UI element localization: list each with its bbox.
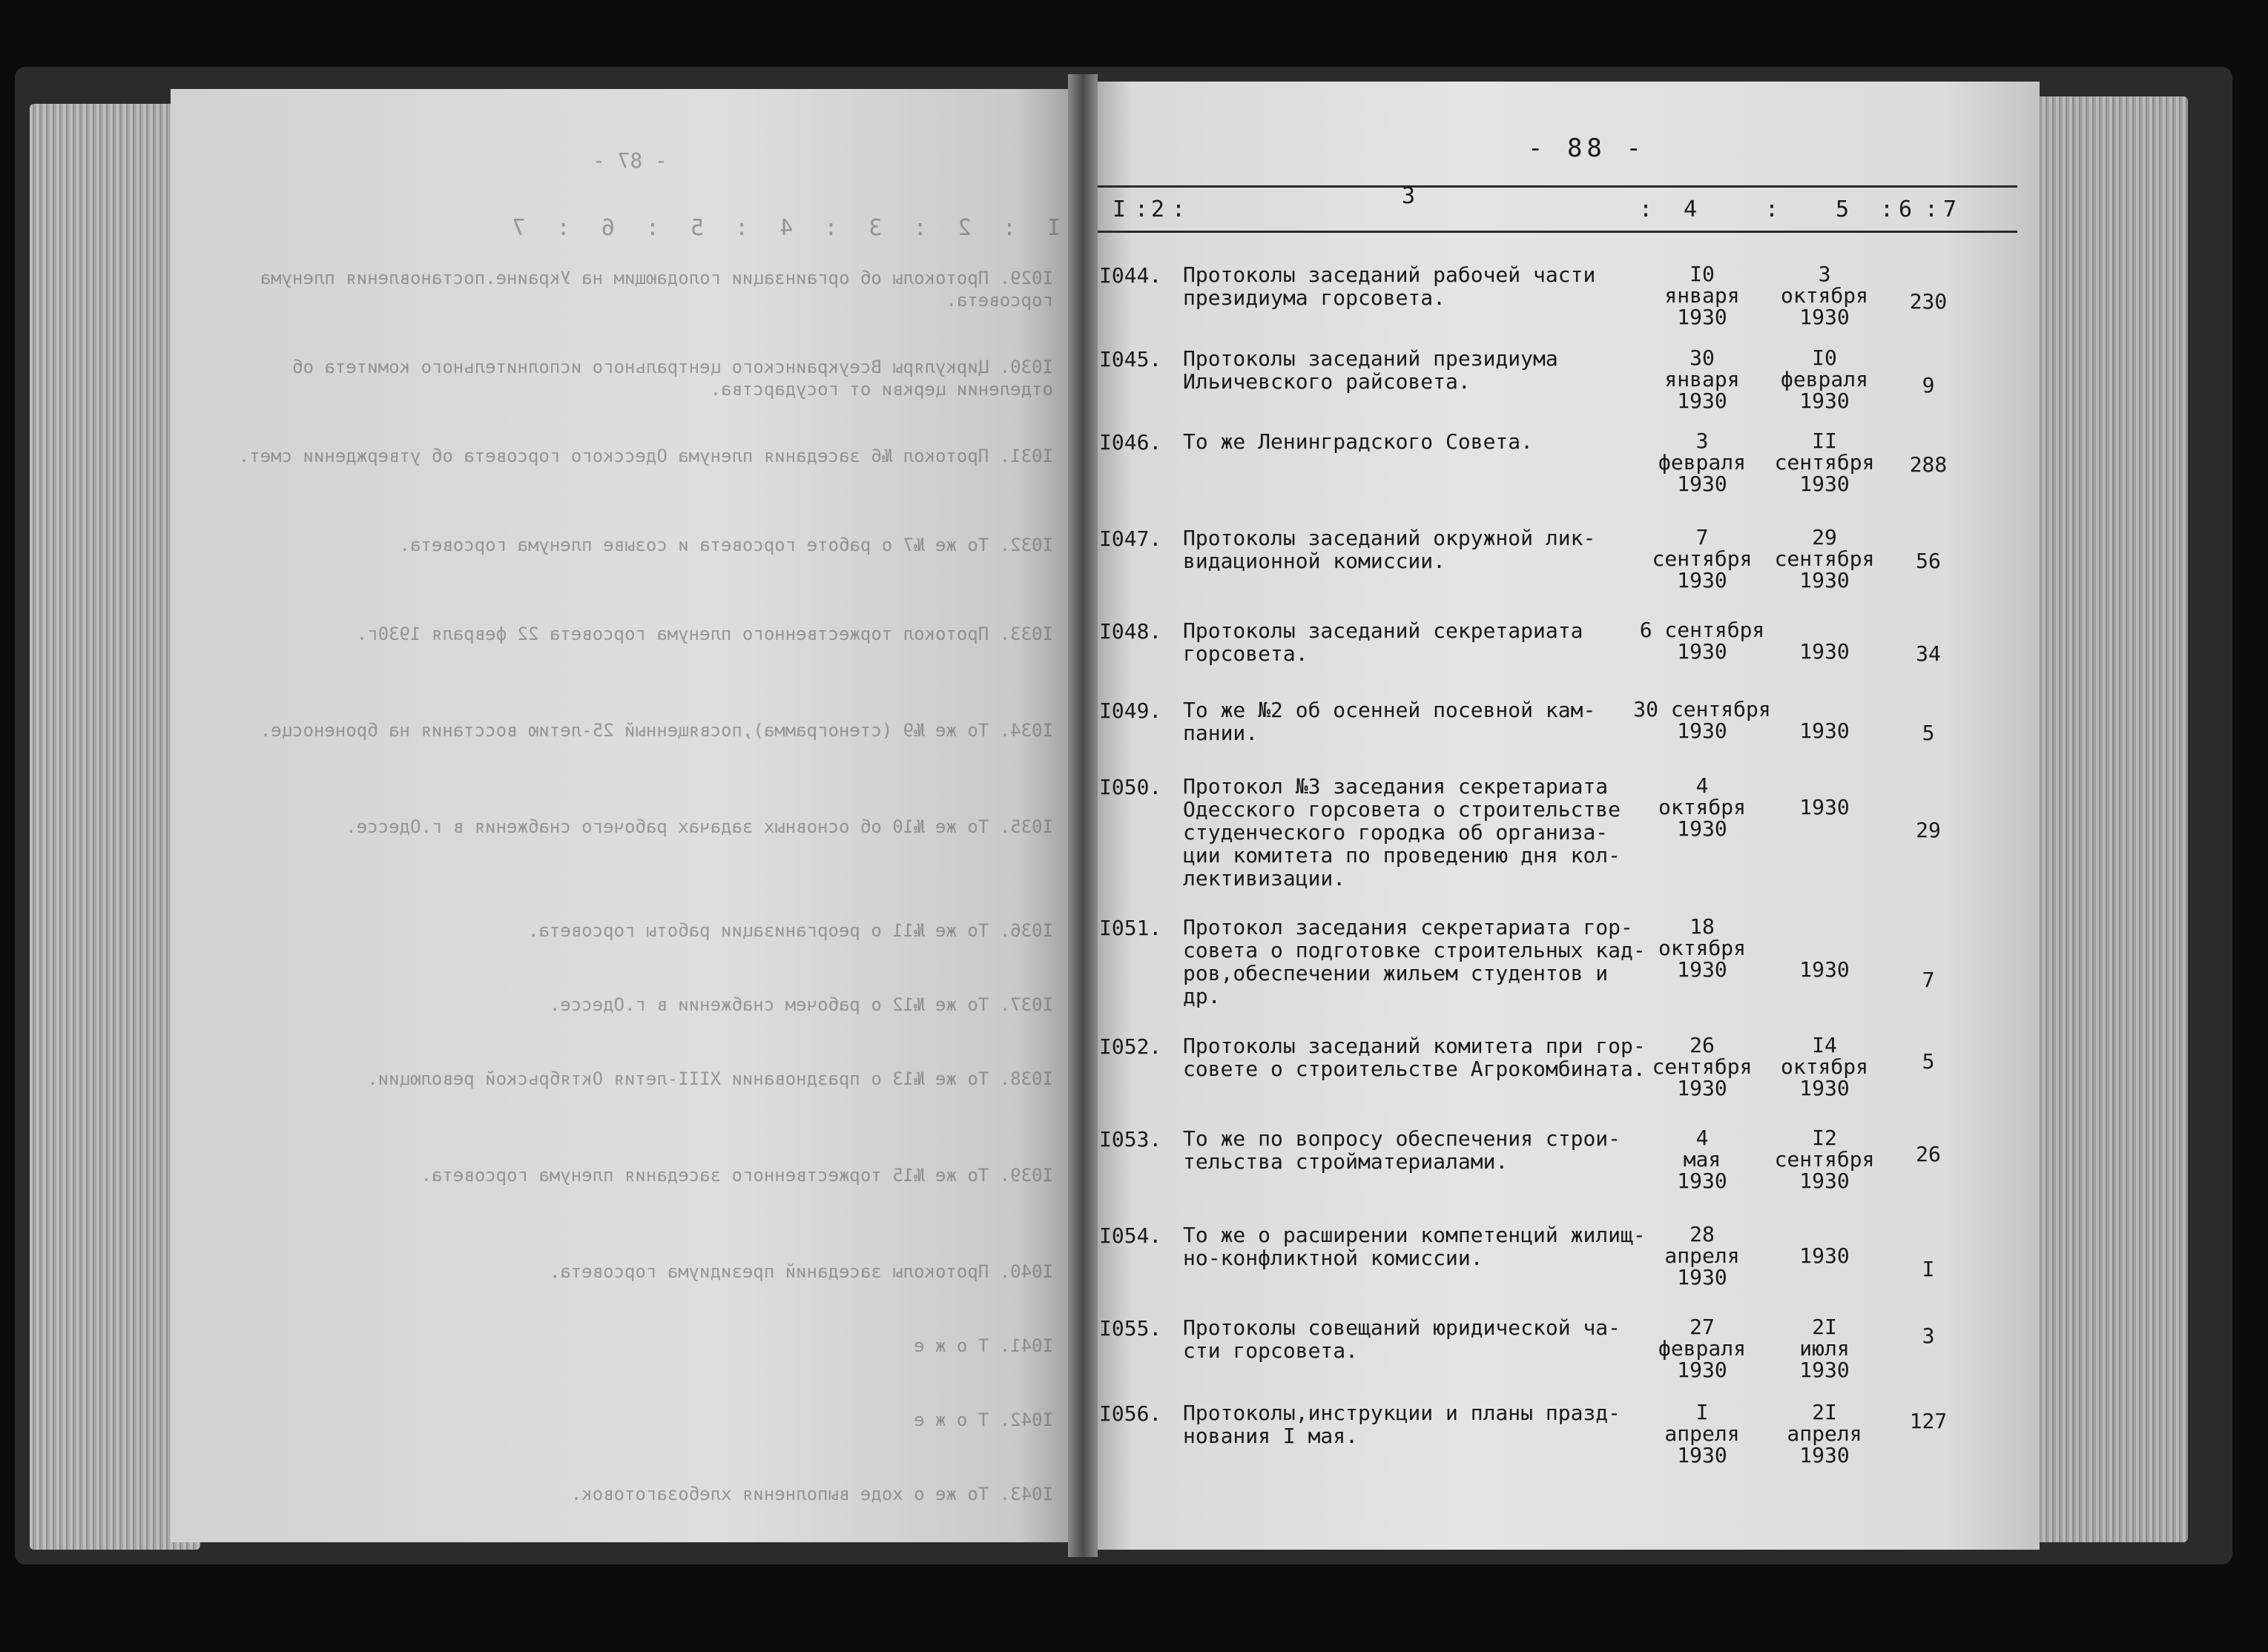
- row-description: Протоколы заседаний рабочей части президиума горсовета.: [1183, 262, 1596, 310]
- row-description: То же о расширении компетенций жилищ- но-конфликтной комиссии.: [1183, 1223, 1646, 1270]
- header-sep: :: [1639, 196, 1653, 222]
- row-date-end: 1930: [1799, 795, 1850, 819]
- row-pages: 5: [1922, 1049, 1935, 1074]
- row-date-start: 30 сентября 1930: [1633, 697, 1771, 743]
- row-description: То же по вопросу обеспечения строи- тельства стройматериалами.: [1183, 1126, 1621, 1174]
- row-number: I049.: [1099, 698, 1162, 723]
- row-pages: 5: [1922, 721, 1935, 745]
- row-number: I050.: [1099, 775, 1162, 799]
- row-pages: 34: [1916, 641, 1941, 666]
- row-date-end: 1930: [1799, 639, 1850, 664]
- row-description: Протоколы заседаний президиума Ильичевского райсовета.: [1183, 346, 1558, 394]
- row-pages: 288: [1909, 452, 1948, 477]
- row-date-end: 29 сентября 1930: [1774, 525, 1875, 592]
- row-date-start: I апреля 1930: [1664, 1400, 1740, 1467]
- row-description: Протоколы заседаний окружной лик- видационной комиссии.: [1183, 526, 1596, 573]
- ghost-row: I029. Протоколы об оргаинзации голодающим на Украине.постановления пленума горсовета.: [260, 268, 1053, 311]
- row-date-end: 1930: [1799, 718, 1850, 743]
- row-description: Протоколы заседаний комитета при гор- совете о строительстве Агрокомбината.: [1183, 1034, 1646, 1081]
- row-number: I048.: [1099, 619, 1162, 644]
- row-date-start: 28 апреля 1930: [1664, 1222, 1740, 1289]
- row-date-end: I4 октября 1930: [1780, 1033, 1868, 1100]
- row-date-end: 1930: [1799, 1243, 1850, 1268]
- row-number: I044.: [1099, 263, 1162, 288]
- row-date-end: 3 октября 1930: [1780, 262, 1868, 329]
- row-date-end: I2 сентября 1930: [1774, 1126, 1875, 1193]
- header-col-5: 5: [1836, 196, 1850, 222]
- row-pages: 230: [1909, 289, 1948, 314]
- ghost-row: I030. Циркуляры Всеукраинского центрального исполнительного комитета об отделении церкви от государства.: [292, 357, 1053, 400]
- header-col-4: 4: [1684, 196, 1698, 222]
- row-description: Протоколы,инструкции и планы празд- нования I мая.: [1183, 1401, 1621, 1448]
- row-pages: 3: [1922, 1324, 1935, 1348]
- row-number: I056.: [1099, 1401, 1162, 1426]
- row-date-end: I0 февраля 1930: [1780, 346, 1868, 413]
- ghost-row: I033. Протокол торжественного пленума горсовета 22 февраля 1930г.: [356, 624, 1053, 644]
- ghost-row: I043. То же о ходе выполнения хлебозаготовок.: [570, 1484, 1053, 1504]
- row-pages: 56: [1916, 549, 1941, 573]
- row-pages: 29: [1916, 818, 1941, 842]
- column-header: [1098, 185, 2017, 233]
- ghost-row: I037. То же №12 о рабочем снабжении в г.Одессе.: [549, 994, 1053, 1015]
- row-description: Протоколы заседаний секретариата горсовета.: [1183, 618, 1583, 666]
- row-date-start: 18 октября 1930: [1658, 914, 1746, 982]
- row-description: То же №2 об осенней посевной кам- пании.: [1183, 698, 1596, 745]
- ghost-row: I040. Протоколы заседаний президиума горсовета.: [549, 1261, 1053, 1282]
- row-number: I051.: [1099, 916, 1162, 940]
- ghost-page-number: - 87 -: [592, 148, 667, 173]
- row-pages: I: [1922, 1257, 1935, 1281]
- row-number: I053.: [1099, 1127, 1162, 1152]
- header-col-1: I: [1112, 196, 1127, 222]
- header-sep: :: [1880, 196, 1894, 222]
- row-number: I052.: [1099, 1034, 1162, 1059]
- left-page: [171, 89, 1083, 1542]
- header-col-2: 2: [1151, 196, 1165, 222]
- right-page: [1083, 82, 2040, 1550]
- row-number: I047.: [1099, 526, 1162, 551]
- ghost-row: I032. То же №7 о работе горсовета и созыве пленума горсовета.: [399, 535, 1053, 555]
- header-sep: :: [1172, 196, 1186, 222]
- row-number: I054.: [1099, 1223, 1162, 1248]
- header-col-3: 3: [1402, 183, 1416, 209]
- ghost-row: I035. То же №10 об основных задачах рабочего снабжения в г.Одессе.: [346, 816, 1053, 837]
- row-number: I045.: [1099, 347, 1162, 371]
- row-number: I046.: [1099, 430, 1162, 455]
- row-date-start: 27 февраля 1930: [1658, 1315, 1746, 1382]
- row-date-start: 26 сентября 1930: [1652, 1033, 1753, 1100]
- header-sep: :: [1135, 196, 1149, 222]
- page-number: - 88 -: [1528, 133, 1646, 163]
- row-date-start: 6 сентября 1930: [1639, 618, 1765, 664]
- row-description: Протокол №3 заседания секретариата Одесского горсовета о строительстве студенческого городка об организа- ции комитета по проведению дня кол- лективизации.: [1183, 774, 1621, 891]
- ghost-row: I038. То же №13 о праздновании XIII-летия Октябрьской революции.: [367, 1068, 1053, 1089]
- row-date-start: 3 февраля 1930: [1658, 429, 1746, 496]
- ghost-row: I031. Протокол №6 заседания пленума Одесского горсовета об утверждении смет.: [238, 446, 1053, 466]
- header-sep: :: [1925, 196, 1939, 222]
- header-col-7: 7: [1943, 196, 1957, 222]
- row-description: Протоколы совещаний юридической ча- сти горсовета.: [1183, 1315, 1621, 1363]
- header-sep: :: [1765, 196, 1779, 222]
- row-pages: 7: [1922, 968, 1935, 992]
- ghost-row: I041. Т о ж е: [914, 1335, 1053, 1356]
- ghost-row: I034. То же №9 (стенограмма),посвященный 25-летию восстания на броненосце.: [260, 720, 1053, 741]
- row-pages: 9: [1922, 373, 1935, 397]
- row-pages: 26: [1916, 1142, 1941, 1166]
- row-date-start: I0 января 1930: [1664, 262, 1740, 329]
- row-date-end: 2I апреля 1930: [1787, 1400, 1862, 1467]
- row-date-end: II сентября 1930: [1774, 429, 1875, 496]
- ghost-header: I : 2 : 3 : 4 : 5 : 6 : 7: [503, 215, 1061, 241]
- ghost-row: I039. То же №15 торжественного заседания пленума горсовета.: [421, 1165, 1053, 1186]
- row-date-start: 4 мая 1930: [1677, 1126, 1727, 1193]
- row-date-end: 1930: [1799, 957, 1850, 982]
- row-description: Протокол заседания секретариата гор- совета о подготовке строительных кад- ров,обеспечении жильем студентов и др.: [1183, 915, 1646, 1008]
- row-pages: 127: [1909, 1409, 1948, 1433]
- row-date-start: 4 октября 1930: [1658, 773, 1746, 841]
- row-date-start: 7 сентября 1930: [1652, 525, 1753, 592]
- row-description: То же Ленинградского Совета.: [1183, 429, 1534, 454]
- header-col-6: 6: [1899, 196, 1913, 222]
- row-date-start: 30 января 1930: [1664, 346, 1740, 413]
- ghost-row: I036. То же №11 о реорганизации работы горсовета.: [527, 920, 1053, 941]
- row-date-end: 2I июля 1930: [1799, 1315, 1850, 1382]
- book-gutter: [1068, 74, 1098, 1557]
- left-page-ghost-text: [171, 89, 1083, 1542]
- ghost-row: I042. Т о ж е: [914, 1410, 1053, 1430]
- row-number: I055.: [1099, 1316, 1162, 1341]
